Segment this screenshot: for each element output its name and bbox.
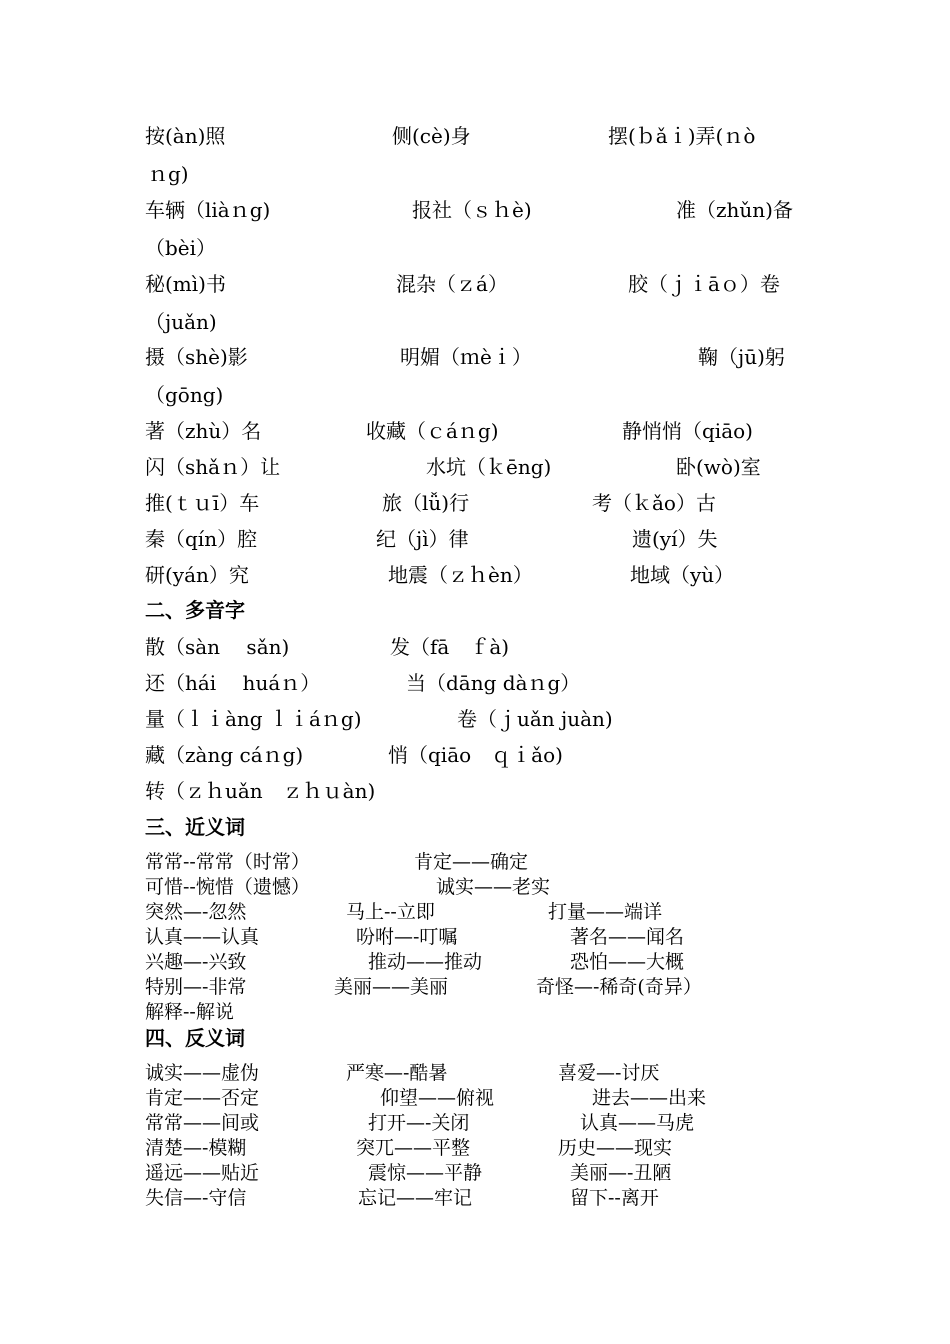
word-pair: 喜爱—-讨厌 [558, 1062, 660, 1084]
word-entry: 地域（yù） [630, 563, 735, 587]
word-entry: 胶（ｊｉāｏ）卷 [628, 272, 780, 296]
word-pair: 打量——端详 [548, 901, 663, 923]
word-entry: 按(àn)照 [145, 124, 226, 148]
word-entry: 车辆（liàｎg) [145, 198, 271, 222]
section-heading: 二、多音字 [145, 598, 245, 622]
word-pair: 特别—-非常 [145, 976, 247, 998]
word-entry: 研(yán）究 [145, 563, 249, 587]
word-entry-continuation: （bèi） [145, 236, 217, 260]
word-pair: 震惊——平静 [368, 1162, 483, 1184]
word-entry: 秘(mì)书 [145, 272, 226, 296]
word-pair: 美丽—-丑陋 [570, 1162, 672, 1184]
word-entry: 摆(ｂǎｉ)弄(ｎò [608, 124, 756, 148]
word-pair: 可惜--惋惜（遗憾） [145, 876, 310, 898]
word-pair: 仰望——俯视 [380, 1087, 495, 1109]
word-entry: 秦（qín）腔 [145, 527, 258, 551]
word-entry: 纪（jì）律 [376, 527, 469, 551]
word-entry: 闪（shǎｎ）让 [145, 455, 281, 479]
word-pair: 突兀——平整 [356, 1137, 471, 1159]
word-entry: 卷（ｊuǎn juàn) [457, 707, 613, 731]
word-entry-continuation: （juǎn) [145, 310, 217, 334]
word-entry: 水坑（ｋēng) [426, 455, 552, 479]
word-pair: 美丽——美丽 [334, 976, 449, 998]
word-entry: 还（hái huáｎ） [145, 671, 321, 695]
word-pair: 肯定——否定 [145, 1087, 260, 1109]
word-pair: 常常——间或 [145, 1112, 260, 1134]
word-entry: 发（fā ｆà) [390, 635, 510, 659]
word-pair: 马上--立即 [346, 901, 435, 923]
word-entry-continuation: ｎg) [148, 162, 189, 186]
word-pair: 历史——现实 [558, 1137, 673, 1159]
word-pair: 打开—-关闭 [368, 1112, 470, 1134]
word-entry: 悄（qiāo ｑｉǎo) [388, 743, 563, 767]
word-entry: 转（ｚｈuǎn ｚｈｕàn) [145, 779, 376, 803]
word-pair: 认真——马虎 [580, 1112, 695, 1134]
word-entry-continuation: （gōng) [145, 383, 224, 407]
word-entry: 散（sàn sǎn) [145, 635, 290, 659]
word-entry: 报社（ｓｈè) [412, 198, 532, 222]
word-entry: 鞠（jū)躬 [698, 345, 785, 369]
word-pair: 认真——认真 [145, 926, 260, 948]
word-pair: 进去——出来 [592, 1087, 707, 1109]
word-pair: 著名——闻名 [570, 926, 685, 948]
word-entry: 量（ｌｉàng ｌｉáｎg) [145, 707, 362, 731]
word-pair: 吩咐—-叮嘱 [356, 926, 458, 948]
word-entry: 当（dāng dàｎg） [406, 671, 581, 695]
word-entry: 静悄悄（qiāo) [622, 419, 753, 443]
word-pair: 常常--常常（时常） [145, 851, 310, 873]
word-pair: 忘记——牢记 [358, 1187, 473, 1209]
word-entry: 侧(cè)身 [392, 124, 471, 148]
word-pair: 诚实——老实 [436, 876, 551, 898]
word-entry: 地震（ｚｈèn） [388, 563, 533, 587]
section-heading: 三、近义词 [145, 815, 245, 839]
word-pair: 突然—-忽然 [145, 901, 247, 923]
word-entry: 旅（lǚ)行 [382, 491, 470, 515]
word-pair: 恐怕——大概 [570, 951, 685, 973]
word-pair: 兴趣—-兴致 [145, 951, 247, 973]
word-entry: 著（zhù）名 [145, 419, 262, 443]
word-pair: 肯定——确定 [414, 851, 529, 873]
word-pair: 推动——推动 [368, 951, 483, 973]
word-pair: 清楚—-模糊 [145, 1137, 247, 1159]
word-pair: 失信—-守信 [145, 1187, 247, 1209]
word-entry: 藏（zàng cáｎg) [145, 743, 304, 767]
word-entry: 卧(wò)室 [676, 455, 761, 479]
word-pair: 严寒—-酷暑 [346, 1062, 448, 1084]
word-entry: 收藏（ｃáｎg) [366, 419, 499, 443]
word-pair: 解释--解说 [145, 1001, 234, 1023]
word-pair: 诚实——虚伪 [145, 1062, 260, 1084]
section-heading: 四、反义词 [145, 1026, 245, 1050]
word-pair: 留下--离开 [570, 1187, 659, 1209]
word-entry: 摄（shè)影 [145, 345, 248, 369]
word-pair: 遥远——贴近 [145, 1162, 260, 1184]
word-entry: 遗(yí）失 [632, 527, 718, 551]
word-entry: 推(ｔｕī）车 [145, 491, 260, 515]
word-entry: 准（zhǔn)备 [676, 198, 793, 222]
word-entry: 混杂（ｚá） [396, 272, 508, 296]
word-entry: 考（ｋǎo）古 [592, 491, 716, 515]
word-entry: 明媚（ｍèｉ） [400, 345, 532, 369]
word-pair: 奇怪—-稀奇(奇异） [536, 976, 702, 998]
